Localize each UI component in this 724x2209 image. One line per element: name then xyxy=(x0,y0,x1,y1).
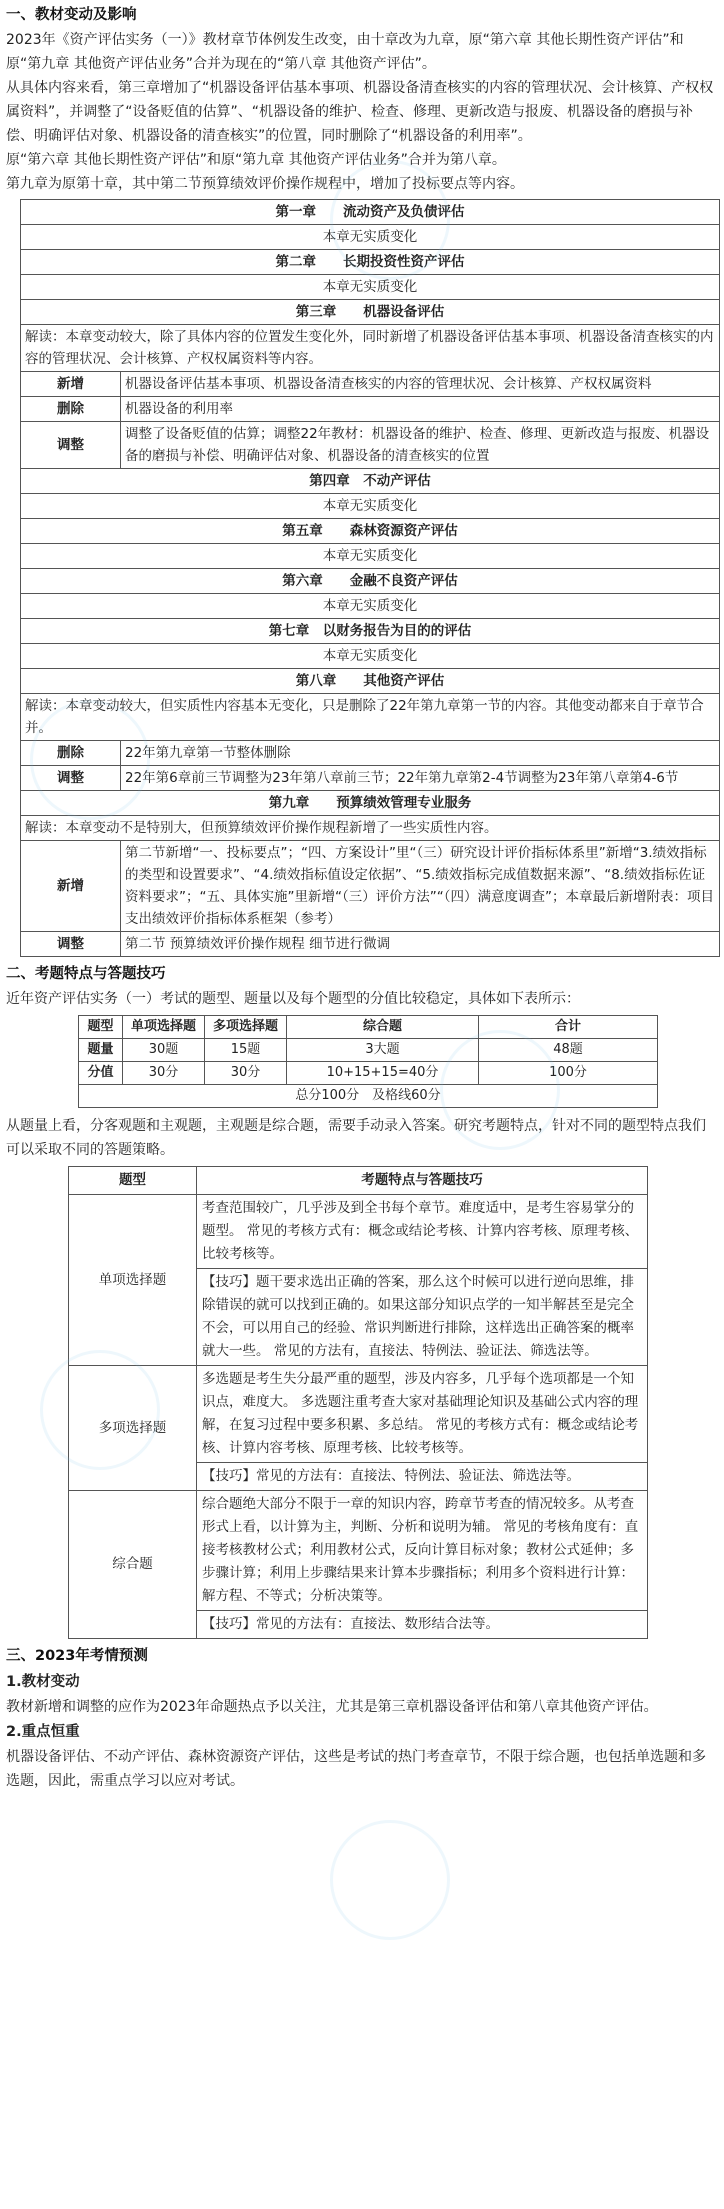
section1-paragraph-3: 原“第六章 其他长期性资产评估”和原“第九章 其他资产评估业务”合并为第八章。 xyxy=(6,152,506,168)
watermark-logo xyxy=(330,1820,450,1940)
tips-table xyxy=(68,1166,648,1639)
score-header-single: 单项选择题 xyxy=(123,1016,205,1039)
score-header-comprehensive: 综合题 xyxy=(287,1016,479,1039)
score-header-total: 合计 xyxy=(479,1016,658,1039)
chapter-3-delete-label: 删除 xyxy=(21,397,121,422)
score-points-single: 30分 xyxy=(123,1062,205,1085)
tips-header-tips: 考题特点与答题技巧 xyxy=(197,1167,648,1195)
section3-subtitle-1: 1.教材变动 xyxy=(6,1674,80,1690)
chapter-8-delete-content: 22年第九章第一节整体删除 xyxy=(121,741,720,766)
tips-type-multi: 多项选择题 xyxy=(69,1366,197,1491)
chapter-3-adjust-content: 调整了设备贬值的估算；调整22年教材：机器设备的维护、检查、修理、更新改造与报废、机器设备的磨损与补偿、明确评估对象、机器设备的清查核实的位置 xyxy=(121,422,720,469)
section2-after-table: 从题量上看，分客观题和主观题，主观题是综合题，需要手动录入答案。研究考题特点，针对不同的题型特点我们可以采取不同的答题策略。 xyxy=(6,1118,706,1158)
chapter-3-add-label: 新增 xyxy=(21,372,121,397)
chapter-8-heading: 第八章 其他资产评估 xyxy=(21,669,720,694)
chapter-3-adjust-label: 调整 xyxy=(21,422,121,469)
chapter-4-heading: 第四章 不动产评估 xyxy=(21,469,720,494)
chapter-2-heading: 第二章 长期投资性资产评估 xyxy=(21,250,720,275)
chapter-3-delete-content: 机器设备的利用率 xyxy=(121,397,720,422)
chapter-1-status: 本章无实质变化 xyxy=(21,225,720,250)
section2-title: 二、考题特点与答题技巧 xyxy=(6,966,166,982)
score-count-total: 48题 xyxy=(479,1039,658,1062)
score-points-total: 100分 xyxy=(479,1062,658,1085)
section1-paragraph-2: 从具体内容来看，第三章增加了“机器设备评估基本事项、机器设备清查核实的内容的管理状况、会计核算、产权权属资料”，并调整了“设备贬值的估算”、“机器设备的维护、检查、修理、更新改造与报废、机器设备的磨损与补偿、明确评估对象、机器设备的清查核实”的位置，同时删除了“机器设备的利用率”。 xyxy=(6,80,714,144)
score-points-label: 分值 xyxy=(79,1062,123,1085)
chapter-8-adjust-content: 22年第6章前三节调整为23年第八章前三节；22年第九章第2-4节调整为23年第八章第4-6节 xyxy=(121,766,720,791)
chapter-5-heading: 第五章 森林资源资产评估 xyxy=(21,519,720,544)
tips-comprehensive-feature: 综合题绝大部分不限于一章的知识内容，跨章节考查的情况较多。从考查形式上看，以计算为主，判断、分析和说明为辅。 常见的考核角度有：直接考核教材公式；利用教材公式，反向计算目标对象；教材公式延伸；多步骤计算；利用上步骤结果来计算本步骤指标；利用多个资料进行计算：解方程、不等式；分析决策等。 xyxy=(197,1491,648,1611)
section2-intro: 近年资产评估实务（一）考试的题型、题量以及每个题型的分值比较稳定，具体如下表所示： xyxy=(6,991,580,1007)
tips-single-tip: 【技巧】题干要求选出正确的答案，那么这个时候可以进行逆向思维，排除错误的就可以找到正确的。如果这部分知识点学的一知半解甚至是完全不会，可以用自己的经验、常识判断进行排除，这样选出正确答案的概率就大一些。 常见的方法有，直接法、特例法、验证法、筛选法等。 xyxy=(197,1269,648,1366)
chapter-8-note: 解读：本章变动较大，但实质性内容基本无变化，只是删除了22年第九章第一节的内容。其他变动都来自于章节合并。 xyxy=(21,694,720,741)
score-count-label: 题量 xyxy=(79,1039,123,1062)
chapter-8-delete-label: 删除 xyxy=(21,741,121,766)
score-table-header-row xyxy=(79,1016,658,1039)
tips-header-type: 题型 xyxy=(69,1167,197,1195)
section3-paragraph-2: 机器设备评估、不动产评估、森林资源资产评估，这些是考试的热门考查章节，不限于综合题，也包括单选题和多选题，因此，需重点学习以应对考试。 xyxy=(6,1749,706,1789)
score-table xyxy=(78,1015,658,1108)
chapter-1-heading: 第一章 流动资产及负债评估 xyxy=(21,200,720,225)
section1-paragraph-1: 2023年《资产评估实务（一）》教材章节体例发生改变，由十章改为九章，原“第六章 其他长期性资产评估”和原“第九章 其他资产评估业务”合并为现在的“第八章 其他资产评估”。 xyxy=(6,32,684,72)
score-table-count-row xyxy=(79,1039,658,1062)
chapter-9-adjust-label: 调整 xyxy=(21,932,121,957)
chapter-6-status: 本章无实质变化 xyxy=(21,594,720,619)
section1-title: 一、教材变动及影响 xyxy=(6,7,137,23)
chapter-change-table xyxy=(20,199,720,957)
tips-multi-feature: 多选题是考生失分最严重的题型，涉及内容多，几乎每个选项都是一个知识点，难度大。 多选题注重考查大家对基础理论知识及基础公式内容的理解，在复习过程中要多积累、多总结。 常见的考核方式有：概念或结论考核、计算内容考核、原理考核、比较考核等。 xyxy=(197,1366,648,1463)
score-table-footer: 总分100分 及格线60分 xyxy=(79,1085,658,1108)
score-points-comprehensive: 10+15+15=40分 xyxy=(287,1062,479,1085)
chapter-3-heading: 第三章 机器设备评估 xyxy=(21,300,720,325)
tips-multi-tip: 【技巧】常见的方法有：直接法、特例法、验证法、筛选法等。 xyxy=(197,1463,648,1491)
chapter-9-add-content: 第二节新增“一、投标要点”；“四、方案设计”里“（三）研究设计评价指标体系里”新增“3.绩效指标的类型和设置要求”、“4.绩效指标值设定依据”、“5.绩效指标完成值数据来源”、“8.绩效指标佐证资料要求”；“五、具体实施”里新增“（三）评价方法”“（四）满意度调查”；本章最后新增附表：项目支出绩效评价指标体系框架（参考） xyxy=(121,841,720,932)
score-header-type: 题型 xyxy=(79,1016,123,1039)
section1-paragraph-4: 第九章为原第十章，其中第二节预算绩效评价操作规程中，增加了投标要点等内容。 xyxy=(6,176,524,192)
chapter-6-heading: 第六章 金融不良资产评估 xyxy=(21,569,720,594)
section3-paragraph-1: 教材新增和调整的应作为2023年命题热点予以关注，尤其是第三章机器设备评估和第八章其他资产评估。 xyxy=(6,1699,658,1715)
chapter-7-heading: 第七章 以财务报告为目的的评估 xyxy=(21,619,720,644)
tips-single-feature: 考查范围较广，几乎涉及到全书每个章节。难度适中，是考生容易掌分的题型。 常见的考核方式有：概念或结论考核、计算内容考核、原理考核、比较考核等。 xyxy=(197,1195,648,1269)
chapter-7-status: 本章无实质变化 xyxy=(21,644,720,669)
score-count-comprehensive: 3大题 xyxy=(287,1039,479,1062)
tips-comprehensive-tip: 【技巧】常见的方法有：直接法、数形结合法等。 xyxy=(197,1611,648,1639)
score-table-points-row xyxy=(79,1062,658,1085)
score-points-multi: 30分 xyxy=(205,1062,287,1085)
chapter-4-status: 本章无实质变化 xyxy=(21,494,720,519)
section3-title: 三、2023年考情预测 xyxy=(6,1648,148,1664)
chapter-9-adjust-content: 第二节 预算绩效评价操作规程 细节进行微调 xyxy=(121,932,720,957)
tips-type-single: 单项选择题 xyxy=(69,1195,197,1366)
chapter-8-adjust-label: 调整 xyxy=(21,766,121,791)
score-count-single: 30题 xyxy=(123,1039,205,1062)
chapter-9-heading: 第九章 预算绩效管理专业服务 xyxy=(21,791,720,816)
chapter-5-status: 本章无实质变化 xyxy=(21,544,720,569)
chapter-9-note: 解读：本章变动不是特别大，但预算绩效评价操作规程新增了一些实质性内容。 xyxy=(21,816,720,841)
tips-type-comprehensive: 综合题 xyxy=(69,1491,197,1639)
chapter-2-status: 本章无实质变化 xyxy=(21,275,720,300)
chapter-9-add-label: 新增 xyxy=(21,841,121,932)
score-header-multi: 多项选择题 xyxy=(205,1016,287,1039)
score-count-multi: 15题 xyxy=(205,1039,287,1062)
section3-subtitle-2: 2.重点恒重 xyxy=(6,1724,80,1740)
chapter-3-note: 解读：本章变动较大，除了具体内容的位置发生变化外，同时新增了机器设备评估基本事项、机器设备清查核实的内容的管理状况、会计核算、产权权属资料等内容。 xyxy=(21,325,720,372)
chapter-3-add-content: 机器设备评估基本事项、机器设备清查核实的内容的管理状况、会计核算、产权权属资料 xyxy=(121,372,720,397)
